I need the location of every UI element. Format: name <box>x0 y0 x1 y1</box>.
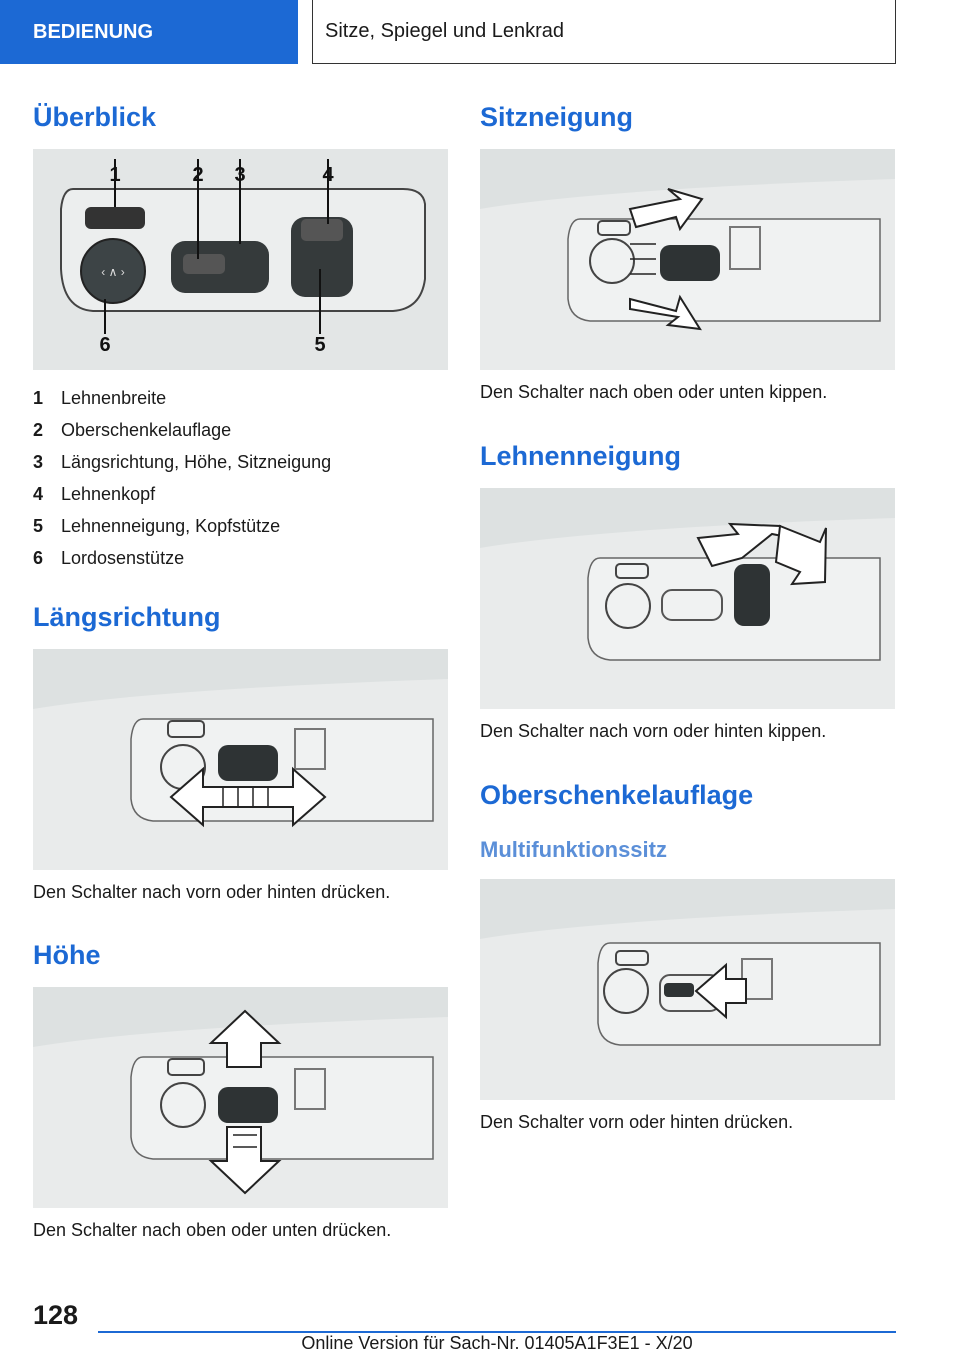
chapter-title-text: Sitze, Spiegel und Lenkrad <box>325 20 565 42</box>
legend-item <box>33 510 331 542</box>
legend-label: Lehnenneigung, Kopfstütze <box>61 515 281 536</box>
backrest-text: Den Schalter nach vorn oder hinten kippen. <box>480 721 827 741</box>
longitudinal-image <box>33 649 448 870</box>
thigh-image <box>480 879 895 1100</box>
legend-label: Lehnenkopf <box>61 483 156 504</box>
tilt-image <box>480 149 895 370</box>
legend-item <box>33 414 331 446</box>
callout-3: 3 <box>234 164 246 186</box>
callout-1: 1 <box>109 164 121 186</box>
section-label: BEDIENUNG <box>33 20 154 43</box>
overview-heading: Überblick <box>33 102 157 132</box>
thigh-heading: Oberschenkelauflage <box>480 780 754 810</box>
callout-2: 2 <box>192 164 204 186</box>
tilt-text: Den Schalter nach oben oder unten kippen. <box>480 382 828 402</box>
legend-number: 6 <box>33 547 44 568</box>
legend-item <box>33 382 331 414</box>
legend-list <box>33 382 331 574</box>
legend-item <box>33 478 331 510</box>
legend-label: Längsrichtung, Höhe, Sitzneigung <box>61 451 332 472</box>
tilt-heading: Sitzneigung <box>480 102 633 132</box>
callout-6: 6 <box>99 334 111 356</box>
legend-label: Oberschenkelauflage <box>61 419 232 440</box>
chapter-title <box>312 0 896 64</box>
thigh-text: Den Schalter vorn oder hinten drücken. <box>480 1112 794 1132</box>
longitudinal-heading: Längsrichtung <box>33 602 221 632</box>
legend-item <box>33 446 331 478</box>
section-tab <box>0 0 298 64</box>
callout-4: 4 <box>322 164 334 186</box>
legend-number: 4 <box>33 483 44 504</box>
legend-number: 2 <box>33 419 44 440</box>
height-heading: Höhe <box>33 940 101 970</box>
legend-label: Lordosenstütze <box>61 547 185 568</box>
legend-label: Lehnenbreite <box>61 387 167 408</box>
height-text: Den Schalter nach oben oder unten drücken. <box>33 1220 392 1240</box>
svg-text:‹ ∧ ›: ‹ ∧ › <box>101 265 125 279</box>
longitudinal-text: Den Schalter nach vorn oder hinten drücken. <box>33 882 391 902</box>
callout-5: 5 <box>314 334 326 356</box>
legend-number: 3 <box>33 451 44 472</box>
backrest-image <box>480 488 895 709</box>
thigh-subheading: Multifunktionssitz <box>480 837 667 862</box>
legend-number: 1 <box>33 387 44 408</box>
page-number: 128 <box>33 1300 79 1330</box>
backrest-heading: Lehnenneigung <box>480 441 681 471</box>
online-version-text: Online Version für Sach-Nr. 01405A1F3E1 - X/20 <box>301 1333 693 1353</box>
legend-item <box>33 542 331 574</box>
overview-image <box>33 149 448 370</box>
height-image <box>33 987 448 1208</box>
legend-number: 5 <box>33 515 44 536</box>
